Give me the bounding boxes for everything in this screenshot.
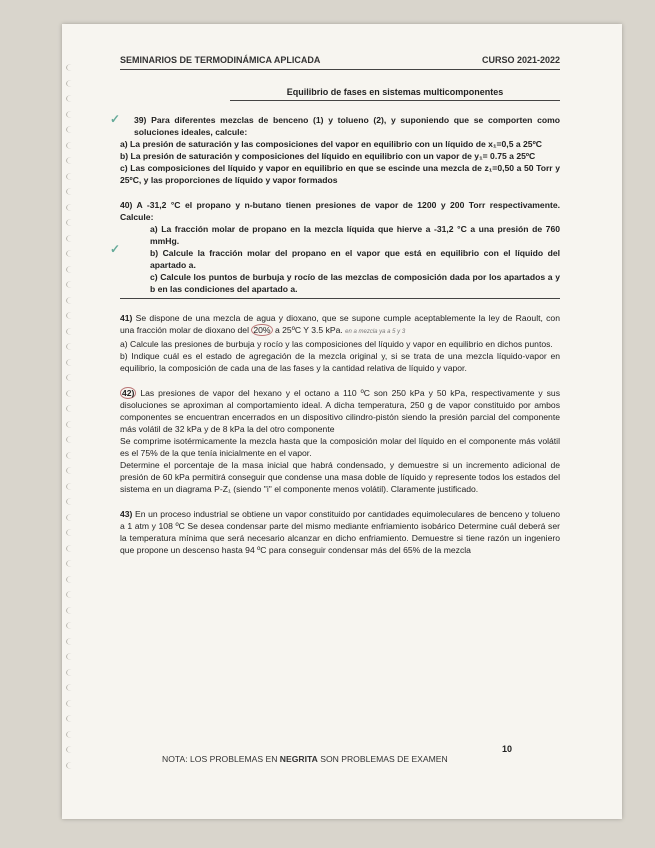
page-number: 10: [502, 744, 513, 754]
binder-hole: [66, 762, 77, 769]
binder-hole: [66, 452, 77, 459]
problem-42-text-2: Se comprime isotérmicamente la mezcla hasta que la composición molar del líquido en el componente más volátil es el 75% de la que tenía inicialmente en el vapor.: [120, 436, 560, 458]
problem-43-body: En un proceso industrial se obtiene un vapor constituido por cantidades equimoleculares de benceno y tolueno a 1 atm y 108 ºC Se desea condensar parte del mismo mediante enfriamiento isobárico Determine cuál deberá ser la temperatura mínima que será necesario alcanzar en dicho enfriamiento. Demuestre si tiene razón un ingeniero que propone un descenso hasta 94 ºC para conseguir condensar más del 65% de la mezcla: [120, 509, 561, 555]
binder-hole: [66, 157, 77, 164]
binder-hole: [66, 235, 77, 242]
binder-hole: [66, 111, 77, 118]
problem-41-text-post: a 25ºC Y 3.5 kPa.: [272, 325, 343, 335]
binder-hole: [66, 126, 77, 133]
binder-hole: [66, 343, 77, 350]
binder-hole: [66, 514, 77, 521]
handwritten-note: en a mezcla ya a 5 y 3: [345, 329, 406, 335]
check-mark-icon: ✓: [110, 112, 121, 126]
binder-hole: [66, 188, 77, 195]
problem-43-number: 43): [120, 509, 133, 519]
binder-hole: [66, 684, 77, 691]
problem-40: [120, 199, 560, 299]
page-footer: [162, 754, 522, 764]
page-header: [120, 54, 560, 70]
binder-hole: [66, 281, 77, 288]
binder-hole: [66, 266, 77, 273]
binder-hole: [66, 715, 77, 722]
binder-hole: [66, 576, 77, 583]
circled-annotation: 20%: [253, 325, 271, 335]
binder-hole: [66, 421, 77, 428]
binder-hole: [66, 653, 77, 660]
problem-41-intro: [120, 312, 560, 338]
binder-hole: [66, 483, 77, 490]
check-mark-icon: ✓: [110, 242, 121, 256]
course-year: CURSO 2021-2022: [481, 55, 560, 65]
problem-41-b: b) Indique cuál es el estado de agregación de la mezcla original y, si se trata de una mezcla líquido-vapor en equilibrio, la composición de cada una de las fases y la cantidad relativa de líquido y vapor.: [120, 351, 560, 373]
binder-hole: [66, 95, 77, 102]
problem-40-intro: 40) A -31,2 °C el propano y n-butano tienen presiones de vapor de 1200 y 200 Torr respectivamente. Calcule:: [120, 200, 560, 222]
problem-39: [120, 114, 560, 186]
binder-hole: [66, 142, 77, 149]
binder-hole: [66, 700, 77, 707]
footer-note-pre: NOTA: LOS PROBLEMAS EN: [162, 754, 280, 764]
binder-hole: [66, 64, 77, 71]
binder-hole: [66, 669, 77, 676]
problem-41-number: 41): [120, 313, 133, 323]
binder-hole: [66, 204, 77, 211]
problem-41-text-pre: Se dispone de una mezcla de agua y dioxano, que se supone cumple aceptablemente la ley de Raoult, con una fracción molar de dioxano del: [120, 313, 560, 335]
problem-41-a: a) Calcule las presiones de burbuja y rocío y las composiciones del líquido y vapor en equilibrio en dichos puntos.: [120, 339, 553, 349]
binder-hole: [66, 297, 77, 304]
binder-holes: [62, 64, 84, 784]
problem-39-b: b) La presión de saturación y composiciones del líquido en equilibrio con un vapor de y₁= 0.75 a 25ºC: [120, 151, 536, 161]
binder-hole: [66, 359, 77, 366]
problem-39-c: c) Las composiciones del líquido y vapor en equilibrio en que se escinde una mezcla de z₁=0,50 a 50 Torr y 25ºC, y las proporciones de líquido y vapor formados: [120, 163, 560, 185]
binder-hole: [66, 374, 77, 381]
binder-hole: [66, 622, 77, 629]
section-title: Equilibrio de fases en sistemas multicomponentes: [230, 86, 560, 101]
problem-40-c: c) Calcule los puntos de burbuja y rocío de las mezclas de composición dada por los apartados a y b en las condiciones del apartado a.: [150, 272, 560, 294]
problem-42-body-1: Las presiones de vapor del hexano y el octano a 110 ºC son 250 kPa y 50 kPa, respectivamente y sus disoluciones se aproximan al comportamiento ideal. A dicha temperatura, 250 g de vapor constituido por ambos componentes se encuentran encerrados en un dispositivo cilindro-pistón siendo la presión parcial del componente más volátil de 32 kPa y de 8 kPa la del otro componente: [120, 388, 560, 434]
binder-hole: [66, 529, 77, 536]
problem-39-a: a) La presión de saturación y las composiciones del vapor en equilibrio con un líquido de x₁=0,5 a 25ºC: [120, 139, 542, 149]
course-title: SEMINARIOS DE TERMODINÁMICA APLICADA: [120, 55, 321, 65]
binder-hole: [66, 560, 77, 567]
page-content: [120, 54, 560, 556]
binder-hole: [66, 328, 77, 335]
binder-hole: [66, 498, 77, 505]
problem-42: [120, 387, 560, 495]
binder-hole: [66, 746, 77, 753]
footer-note-bold: NEGRITA: [279, 754, 318, 764]
binder-hole: [66, 250, 77, 257]
binder-hole: [66, 405, 77, 412]
binder-hole: [66, 591, 77, 598]
binder-hole: [66, 638, 77, 645]
binder-hole: [66, 731, 77, 738]
problem-40-a: a) La fracción molar de propano en la mezcla líquida que hierve a -31,2 °C a una presión de 760 mmHg.: [150, 224, 560, 246]
footer-note-post: SON PROBLEMAS DE EXAMEN: [317, 754, 448, 764]
binder-hole: [66, 390, 77, 397]
problem-43-text: [120, 508, 560, 556]
problem-39-intro: 39) Para diferentes mezclas de benceno (1) y tolueno (2), y suponiendo que se comporten como soluciones ideales, calcule:: [134, 115, 560, 137]
document-page: [62, 24, 622, 819]
problem-42-text-3: Determine el porcentaje de la masa inicial que habrá condensado, y demuestre si un incremento adicional de presión de 60 kPa permitirá conseguir que condense una masa doble de líquido y represente todos los estados del sistema en un diagrama P-Z₁ (siendo "i" el componente menos volátil). Claramente justificado.: [120, 460, 560, 494]
binder-hole: [66, 219, 77, 226]
problem-42-text-1: [120, 387, 560, 435]
binder-hole: [66, 436, 77, 443]
binder-hole: [66, 312, 77, 319]
problem-43: [120, 508, 560, 556]
binder-hole: [66, 467, 77, 474]
binder-hole: [66, 545, 77, 552]
binder-hole: [66, 173, 77, 180]
binder-hole: [66, 80, 77, 87]
problem-40-b: b) Calcule la fracción molar del propano en el vapor que está en equilibrio con el líquido del apartado a.: [150, 248, 560, 270]
problem-42-number: 42): [122, 388, 135, 398]
problem-41: [120, 312, 560, 374]
binder-hole: [66, 607, 77, 614]
